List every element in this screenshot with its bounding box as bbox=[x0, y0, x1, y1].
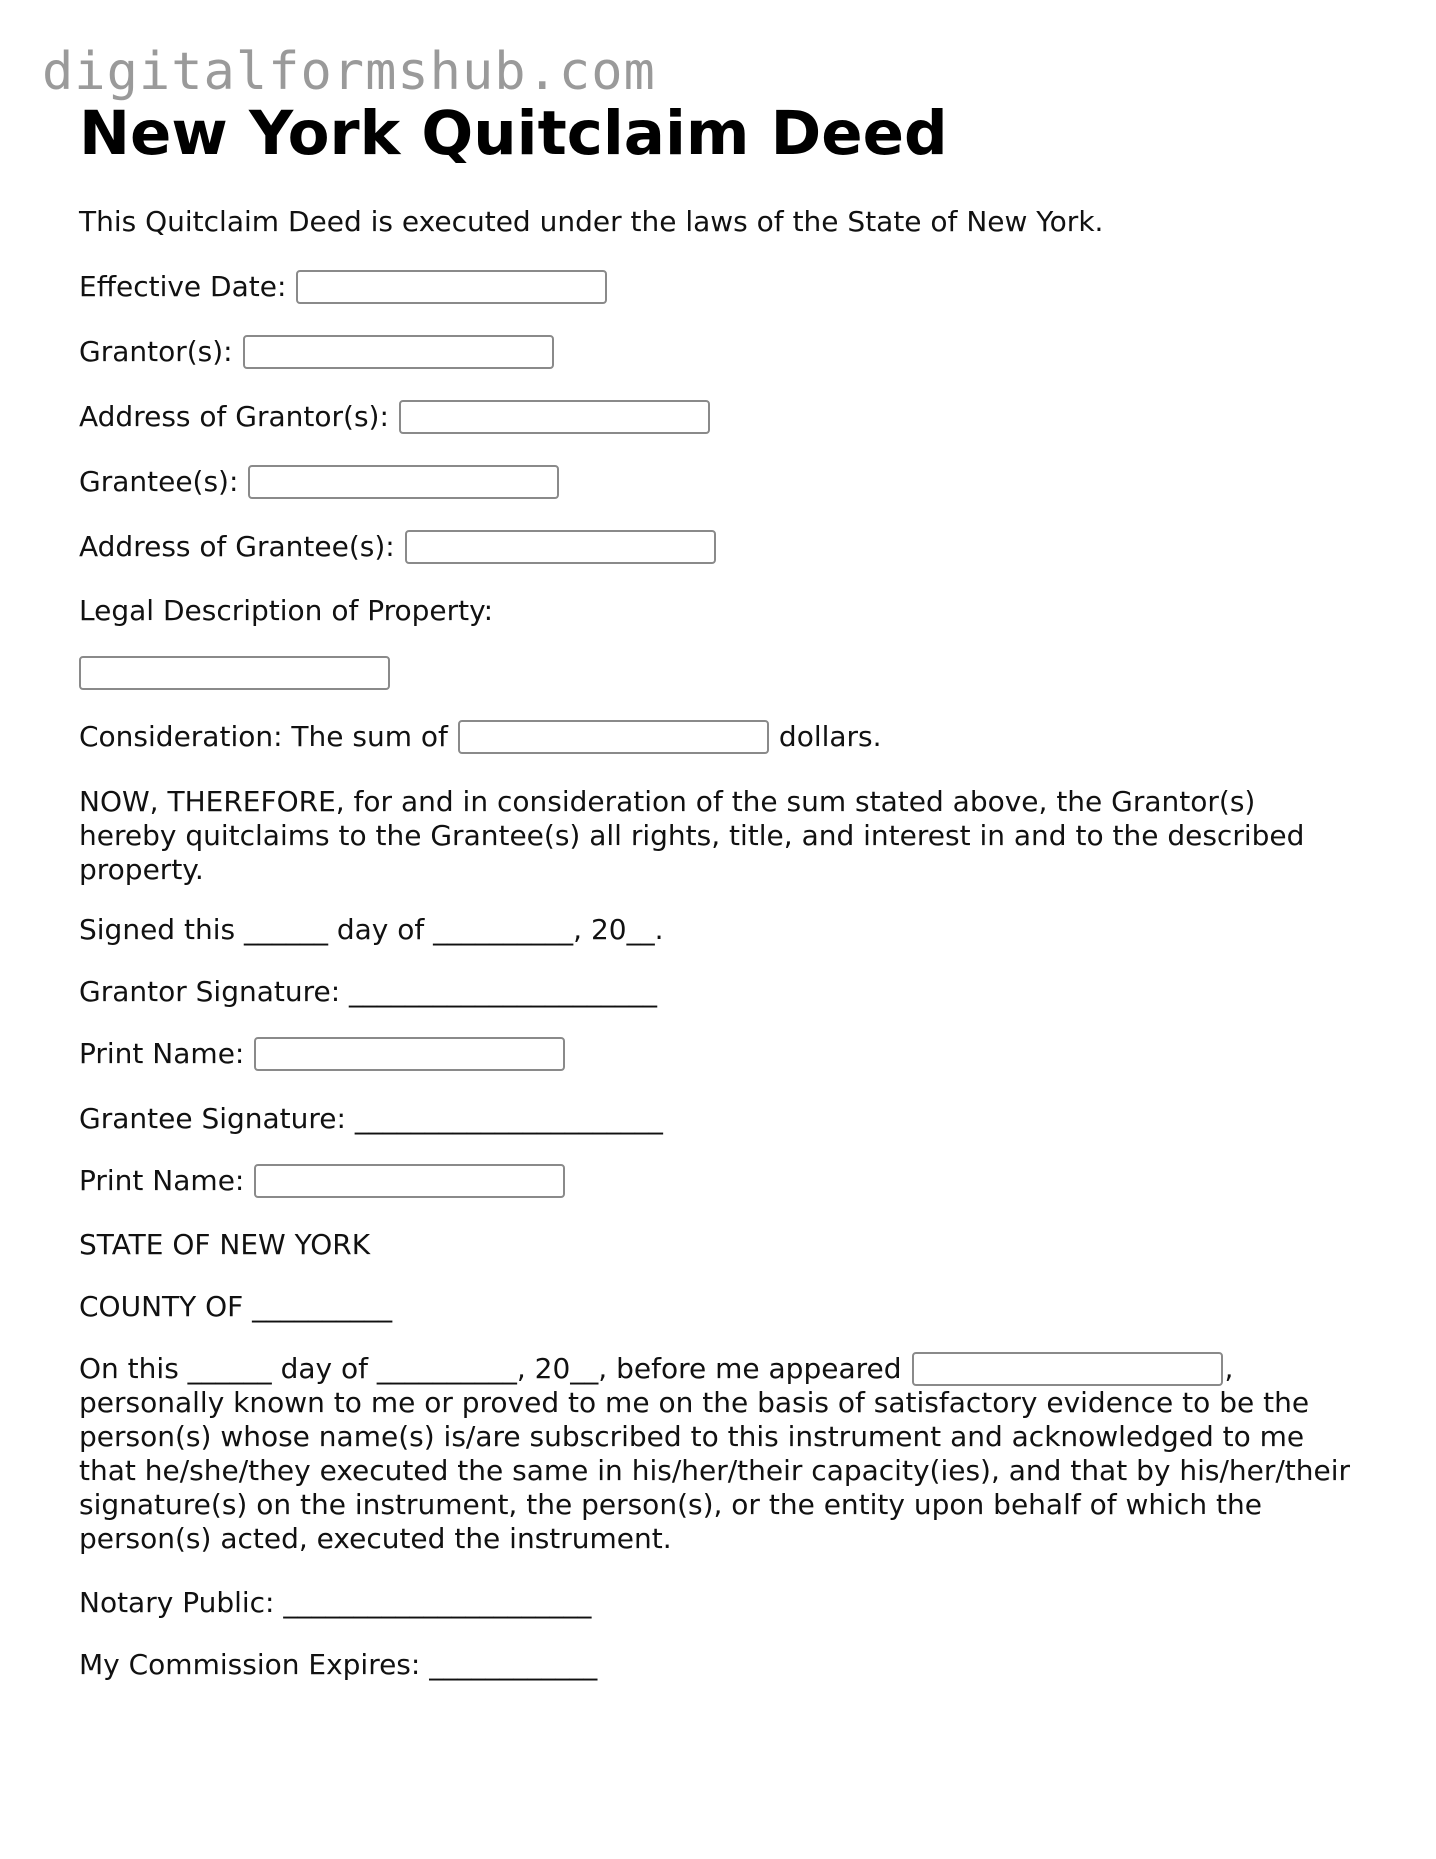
grantor-signature-text: Grantor Signature: ______________________ bbox=[79, 975, 658, 1008]
notary-prefix: On this ______ day of __________, 20__, before me appeared bbox=[79, 1352, 902, 1385]
page-title: New York Quitclaim Deed bbox=[79, 98, 948, 169]
grantee-row bbox=[79, 465, 569, 499]
intro-label: This Quitclaim Deed is executed under the laws of the State of New York. bbox=[79, 205, 1104, 238]
grantor-row bbox=[79, 335, 564, 369]
appeared-name-input[interactable] bbox=[912, 1352, 1223, 1386]
legal-description-row bbox=[79, 594, 493, 628]
legal-description-input[interactable] bbox=[79, 656, 390, 690]
grantor-signature-line bbox=[79, 975, 657, 1009]
effective-date-label: Effective Date: bbox=[79, 270, 287, 303]
notary-paragraph bbox=[79, 1352, 1359, 1556]
grantee-address-label: Address of Grantee(s): bbox=[79, 530, 395, 563]
grantee-input[interactable] bbox=[248, 465, 559, 499]
consideration-suffix: dollars. bbox=[778, 720, 882, 753]
consideration-row bbox=[79, 720, 882, 754]
grantee-signature-text: Grantee Signature: ______________________ bbox=[79, 1102, 663, 1135]
legal-description-label: Legal Description of Property: bbox=[79, 594, 494, 627]
legal-description-field-row bbox=[79, 656, 400, 690]
county-text: COUNTY OF __________ bbox=[79, 1290, 393, 1323]
site-watermark: digitalformshub.com bbox=[42, 42, 656, 102]
intro-text bbox=[79, 205, 1103, 239]
commission-expires-line bbox=[79, 1648, 597, 1682]
print-name-label-1: Print Name: bbox=[79, 1037, 245, 1070]
consideration-label: Consideration: The sum of bbox=[79, 720, 448, 753]
print-name-row-2 bbox=[79, 1164, 575, 1198]
grantor-address-label: Address of Grantor(s): bbox=[79, 400, 389, 433]
signed-line-text: Signed this ______ day of __________, 20__. bbox=[79, 913, 664, 946]
effective-date-input[interactable] bbox=[296, 270, 607, 304]
notary-public-line bbox=[79, 1586, 591, 1620]
print-name-row-1 bbox=[79, 1037, 575, 1071]
grantor-address-input[interactable] bbox=[399, 400, 710, 434]
grantor-input[interactable] bbox=[243, 335, 554, 369]
grantor-print-name-input[interactable] bbox=[254, 1037, 565, 1071]
grantee-address-input[interactable] bbox=[405, 530, 716, 564]
notary-public-text: Notary Public: ______________________ bbox=[79, 1586, 592, 1619]
grantee-signature-line bbox=[79, 1102, 663, 1136]
now-therefore-paragraph: NOW, THEREFORE, for and in consideration of the sum stated above, the Grantor(s) hereby quitclaims to the Grantee(s) all rights, title, and interest in and to the described property. bbox=[79, 785, 1305, 886]
state-line bbox=[79, 1228, 370, 1262]
state-text: STATE OF NEW YORK bbox=[79, 1228, 371, 1261]
notary-comma: , bbox=[1224, 1352, 1234, 1385]
effective-date-row bbox=[79, 270, 617, 304]
grantee-print-name-input[interactable] bbox=[254, 1164, 565, 1198]
county-line bbox=[79, 1290, 392, 1324]
notary-body: personally known to me or proved to me on the basis of satisfactory evidence to be the person(s) whose name(s) is/are subscribed to this instrument and acknowledged to me that he/she/they executed the same in his/her/their capacity(ies), and that by his/her/their signature(s) on the instrument, the person(s), or the entity upon behalf of which the person(s) acted, executed the instrument. bbox=[79, 1386, 1351, 1555]
grantee-address-row bbox=[79, 530, 726, 564]
grantee-label: Grantee(s): bbox=[79, 465, 239, 498]
print-name-label-2: Print Name: bbox=[79, 1164, 245, 1197]
consideration-amount-input[interactable] bbox=[458, 720, 769, 754]
grantor-address-row bbox=[79, 400, 720, 434]
grantor-label: Grantor(s): bbox=[79, 335, 233, 368]
signed-line bbox=[79, 913, 664, 947]
commission-expires-text: My Commission Expires: ____________ bbox=[79, 1648, 598, 1681]
